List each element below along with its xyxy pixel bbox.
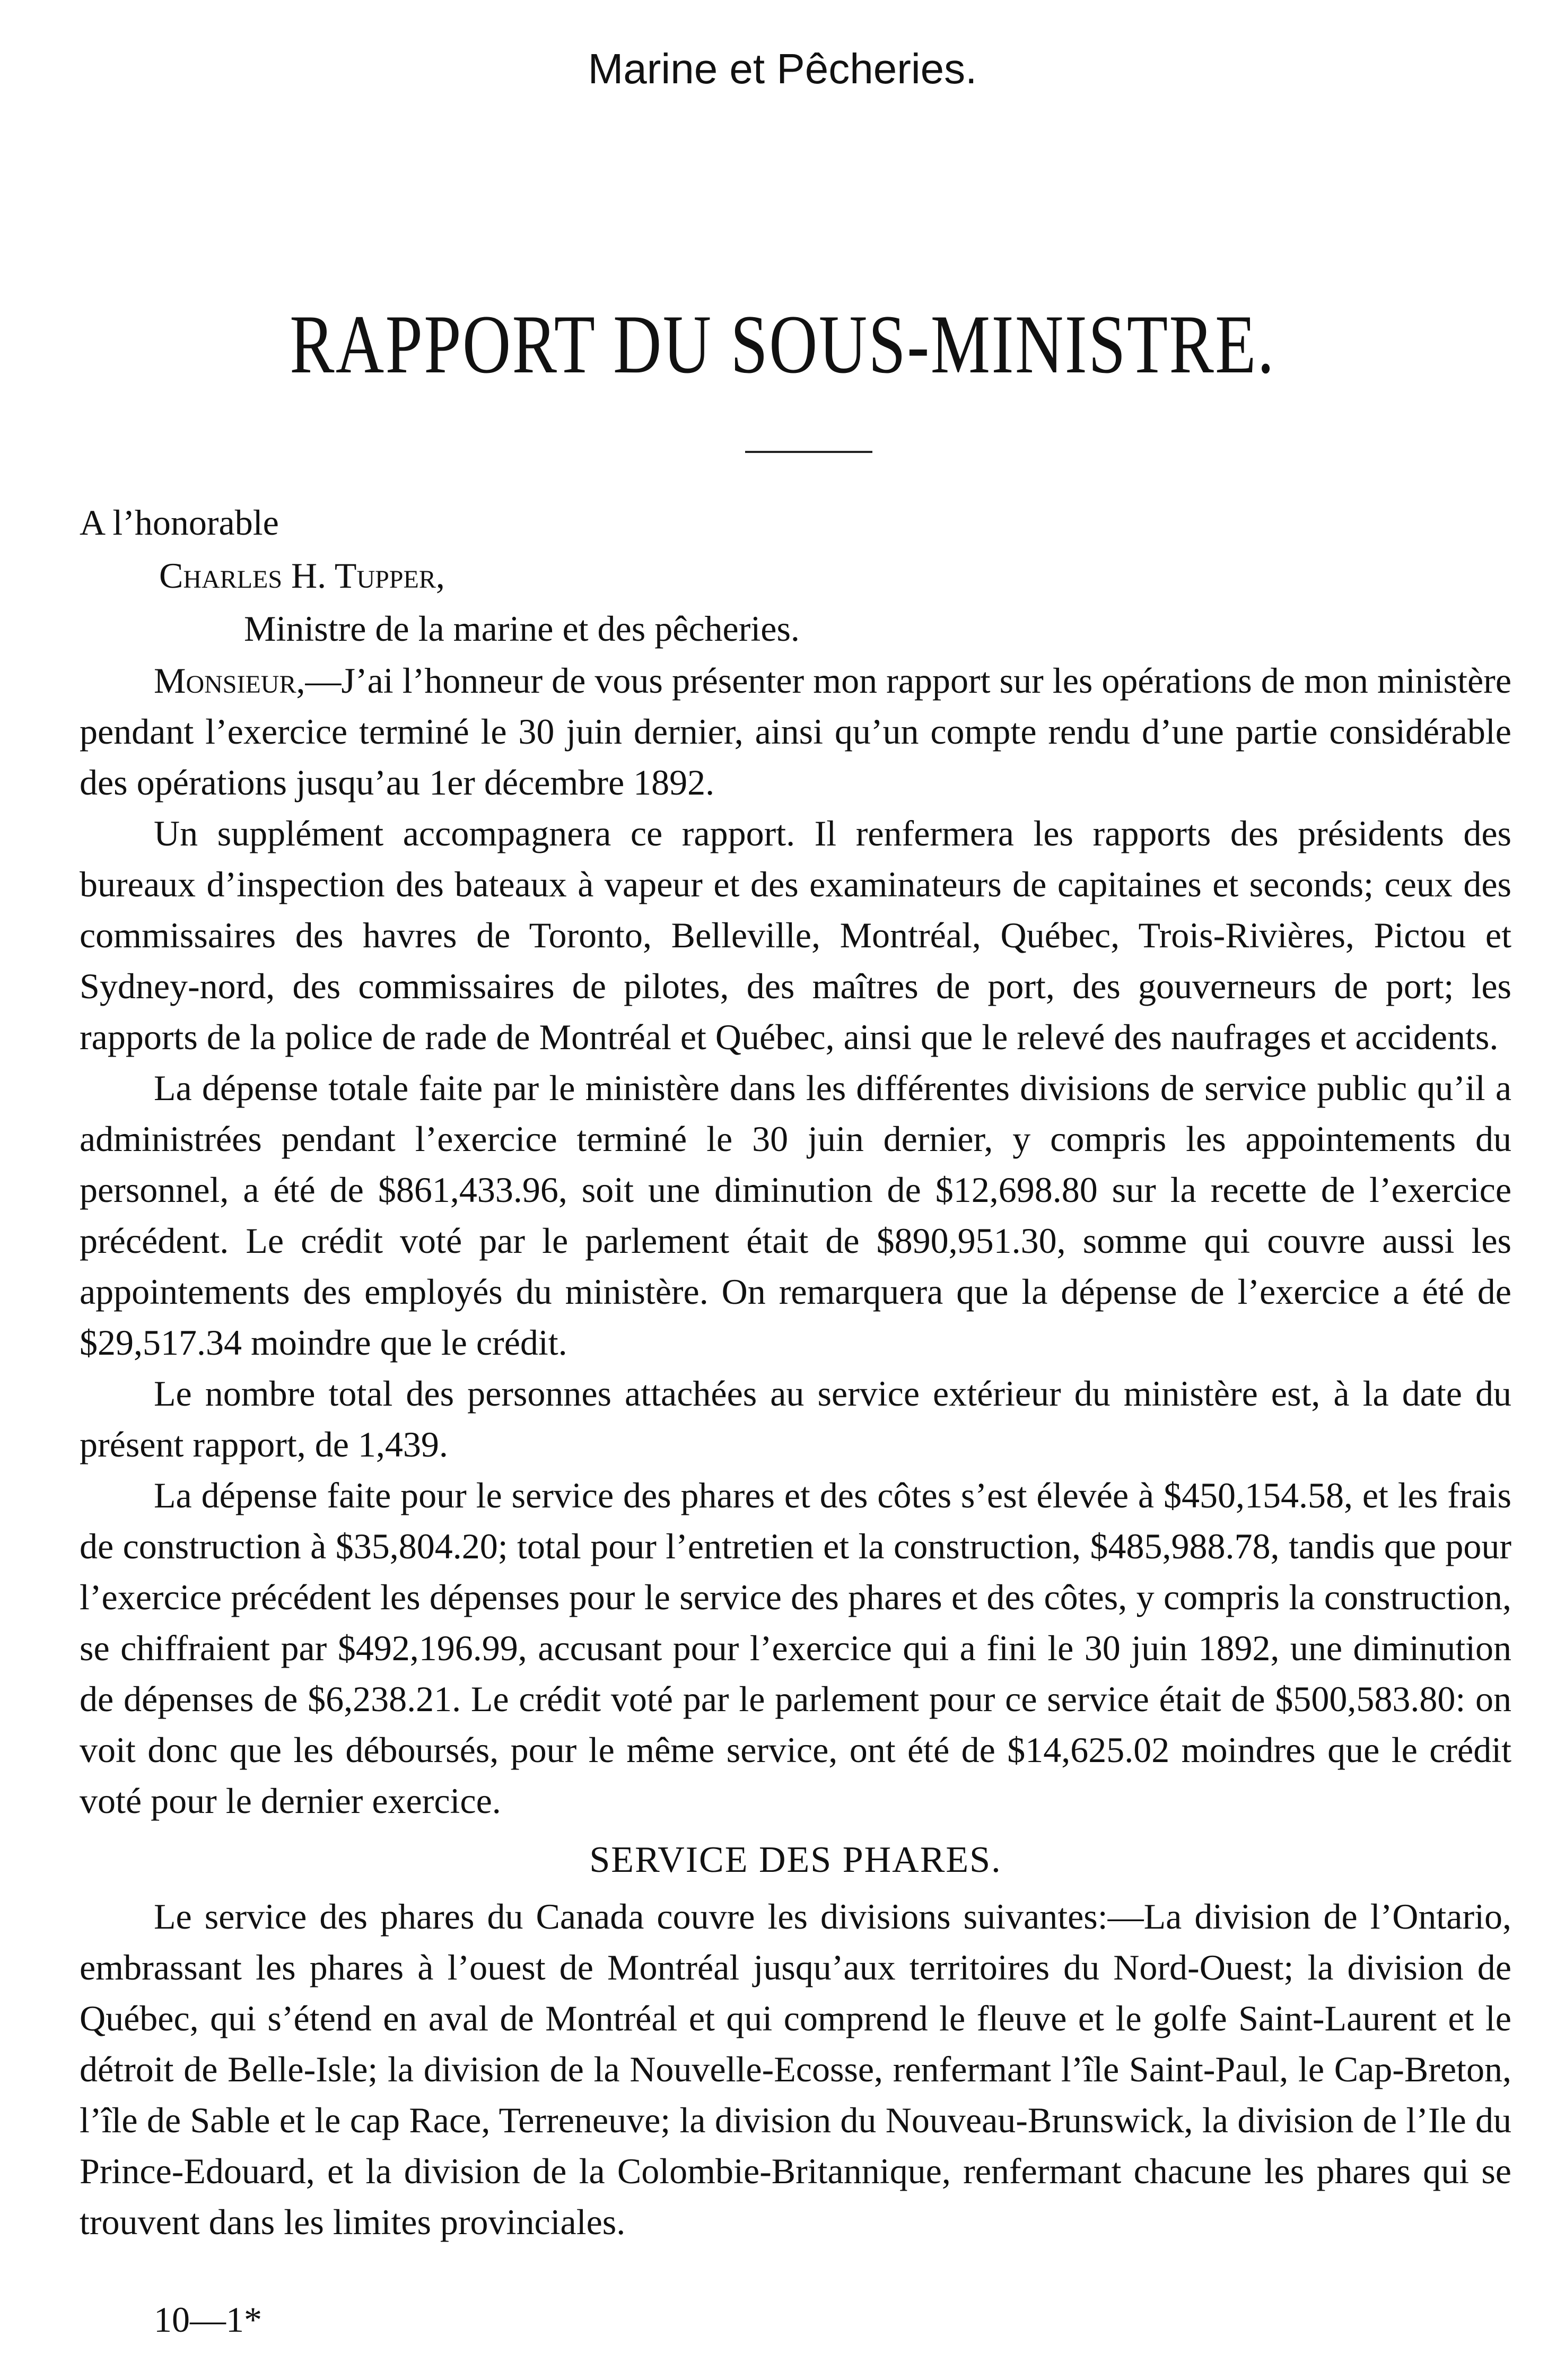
section-heading: SERVICE DES PHARES. <box>589 1840 1002 1880</box>
address-line-honorable: A l’honorable <box>80 502 279 543</box>
address-block <box>80 496 800 655</box>
address-line-name: Charles H. Tupper, <box>159 555 445 596</box>
signature-mark: 10—1* <box>154 2299 262 2340</box>
paragraph-personnel: Le nombre total des personnes attachées au service extérieur du ministère est, à la date du présent rapport, de 1,439. <box>80 1373 1511 1464</box>
report-title: RAPPORT DU SOUS-MINISTRE. <box>290 298 1275 391</box>
paragraph-lighthouse-costs: La dépense faite pour le service des phares et des côtes s’est élevée à $450,154.58, et les frais de construction à $35,804.20; total pour l’entretien et la construction, $485,988.78, tandis que pour l’exercice précédent les dépenses pour le service des phares et des côtes, y compris la construction, se chiffraient par $492,196.99, accusant pour l’exercice qui a fini le 30 juin 1892, une diminution de dépenses de $6,238.21. Le crédit voté par le parlement pour ce service était de $500,583.80: on voit donc que les déboursés, pour le même service, ont été de $14,625.02 moindres que le crédit voté pour le dernier exercice. <box>80 1475 1511 1821</box>
running-head: Marine et Pêcheries. <box>588 45 977 92</box>
paragraph-lighthouse-divisions: Le service des phares du Canada couvre les divisions suivantes:—La division de l’Ontario, embrassant les phares à l’ouest de Montréal jusqu’aux territoires du Nord-Ouest; la division de Québec, qui s’étend en aval de Montréal et qui comprend le fleuve et le golfe Saint-Laurent et le détroit de Belle-Isle; la division de la Nouvelle-Ecosse, renfermant l’île Saint-Paul, le Cap-Breton, l’île de Sable et le cap Race, Terreneuve; la division du Nouveau-Brunswick, la division de l’Ile du Prince-Edouard, et la division de la Colombie-Britannique, renfermant chacune les phares qui se trouvent dans les limites provinciales. <box>80 1896 1511 2242</box>
address-line-office: Ministre de la marine et des pêcheries. <box>244 608 800 649</box>
paragraph-expenditure: La dépense totale faite par le ministère dans les différentes divisions de service public qu’il a administrées pendant l’exercice terminé le 30 juin dernier, y compris les appointements du personnel, a été de $861,433.96, soit une diminution de $12,698.80 sur la recette de l’exercice précédent. Le crédit voté par le parlement était de $890,951.30, somme qui couvre aussi les appointements des employés du ministère. On remarquera que la dépense de l’exercice a été de $29,517.34 moindre que le crédit. <box>80 1068 1511 1363</box>
salutation: Monsieur, <box>154 660 305 701</box>
paragraph-opening-text: —J’ai l’honneur de vous présenter mon rapport sur les opérations de mon ministère pendant l’exercice terminé le 30 juin dernier, ainsi qu’un compte rendu d’une partie considérable des opérations jusqu’au 1er décembre 1892. <box>80 660 1511 803</box>
paragraph-supplement: Un supplément accompagnera ce rapport. Il renfermera les rapports des présidents des bureaux d’inspection des bateaux à vapeur et des examinateurs de capitaines et seconds; ceux des commissaires des havres de Toronto, Belleville, Montréal, Québec, Trois-Rivières, Pictou et Sydney-nord, des commissaires de pilotes, des maîtres de port, des gouverneurs de port; les rapports de la police de rade de Montréal et Québec, ainsi que le relevé des naufrages et accidents. <box>80 813 1511 1057</box>
title-divider <box>745 451 872 453</box>
report-body <box>80 655 1511 2247</box>
paragraph-opening <box>80 655 1511 808</box>
